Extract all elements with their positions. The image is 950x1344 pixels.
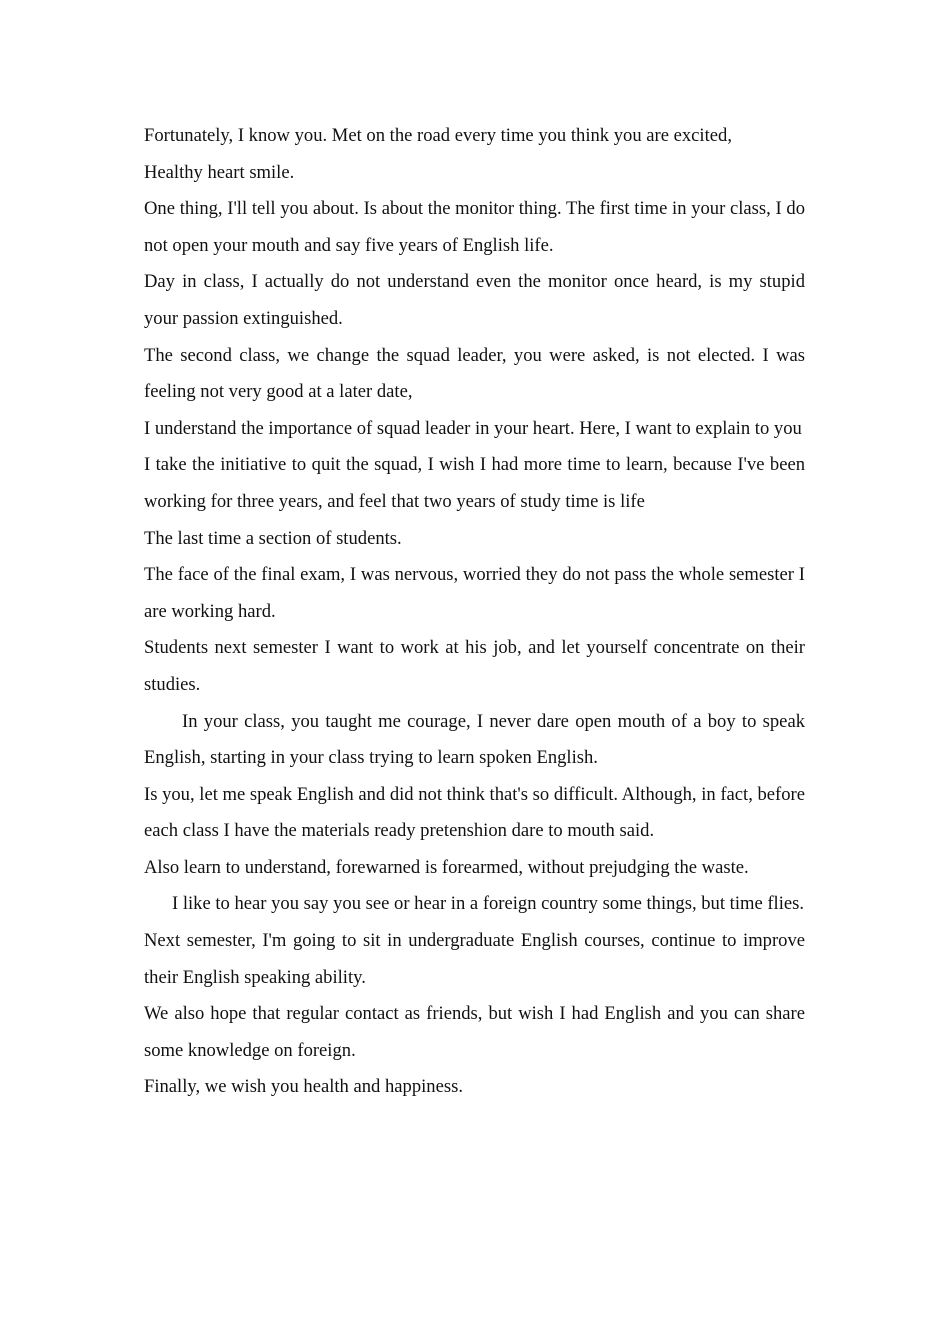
paragraph: The face of the final exam, I was nervous, worried they do not pass the whole semester I are working hard.	[144, 564, 805, 622]
paragraph: Day in class, I actually do not understand even the monitor once heard, is my stupid your passion extinguished.	[144, 271, 805, 329]
paragraph: Fortunately, I know you. Met on the road every time you think you are excited,	[144, 125, 732, 146]
paragraph: Finally, we wish you health and happiness.	[144, 1076, 463, 1098]
paragraph: Students next semester I want to work at his job, and let yourself concentrate on their studies.	[144, 637, 805, 695]
paragraph: I like to hear you say you see or hear in a foreign country some things, but time flies.	[172, 893, 805, 915]
paragraph: The second class, we change the squad leader, you were asked, is not elected. I was feeling not very good at a later date,	[144, 344, 805, 403]
document-body	[144, 118, 805, 1106]
paragraph: The last time a section of students.	[144, 527, 402, 549]
paragraph: I understand the importance of squad leader in your heart. Here, I want to explain to you	[144, 417, 802, 439]
paragraph: Healthy heart smile.	[144, 161, 295, 183]
paragraph: One thing, I'll tell you about. Is about the monitor thing. The first time in your class, I do not open your mouth and say five years of English life.	[144, 198, 805, 256]
paragraph: We also hope that regular contact as friends, but wish I had English and you can share some knowledge on foreign.	[144, 1003, 805, 1061]
paragraph: Also learn to understand, forewarned is forearmed, without prejudging the waste.	[144, 856, 749, 878]
paragraph: Is you, let me speak English and did not think that's so difficult. Although, in fact, before each class I have the materials ready pretenshion dare to mouth said.	[144, 783, 805, 842]
paragraph: Next semester, I'm going to sit in undergraduate English courses, continue to improve their English speaking ability.	[144, 930, 805, 988]
paragraph: I take the initiative to quit the squad, I wish I had more time to learn, because I've been working for three years, and feel that two years of study time is life	[144, 454, 805, 512]
paragraph: In your class, you taught me courage, I never dare open mouth of a boy to speak English, starting in your class trying to learn spoken English.	[144, 710, 805, 769]
